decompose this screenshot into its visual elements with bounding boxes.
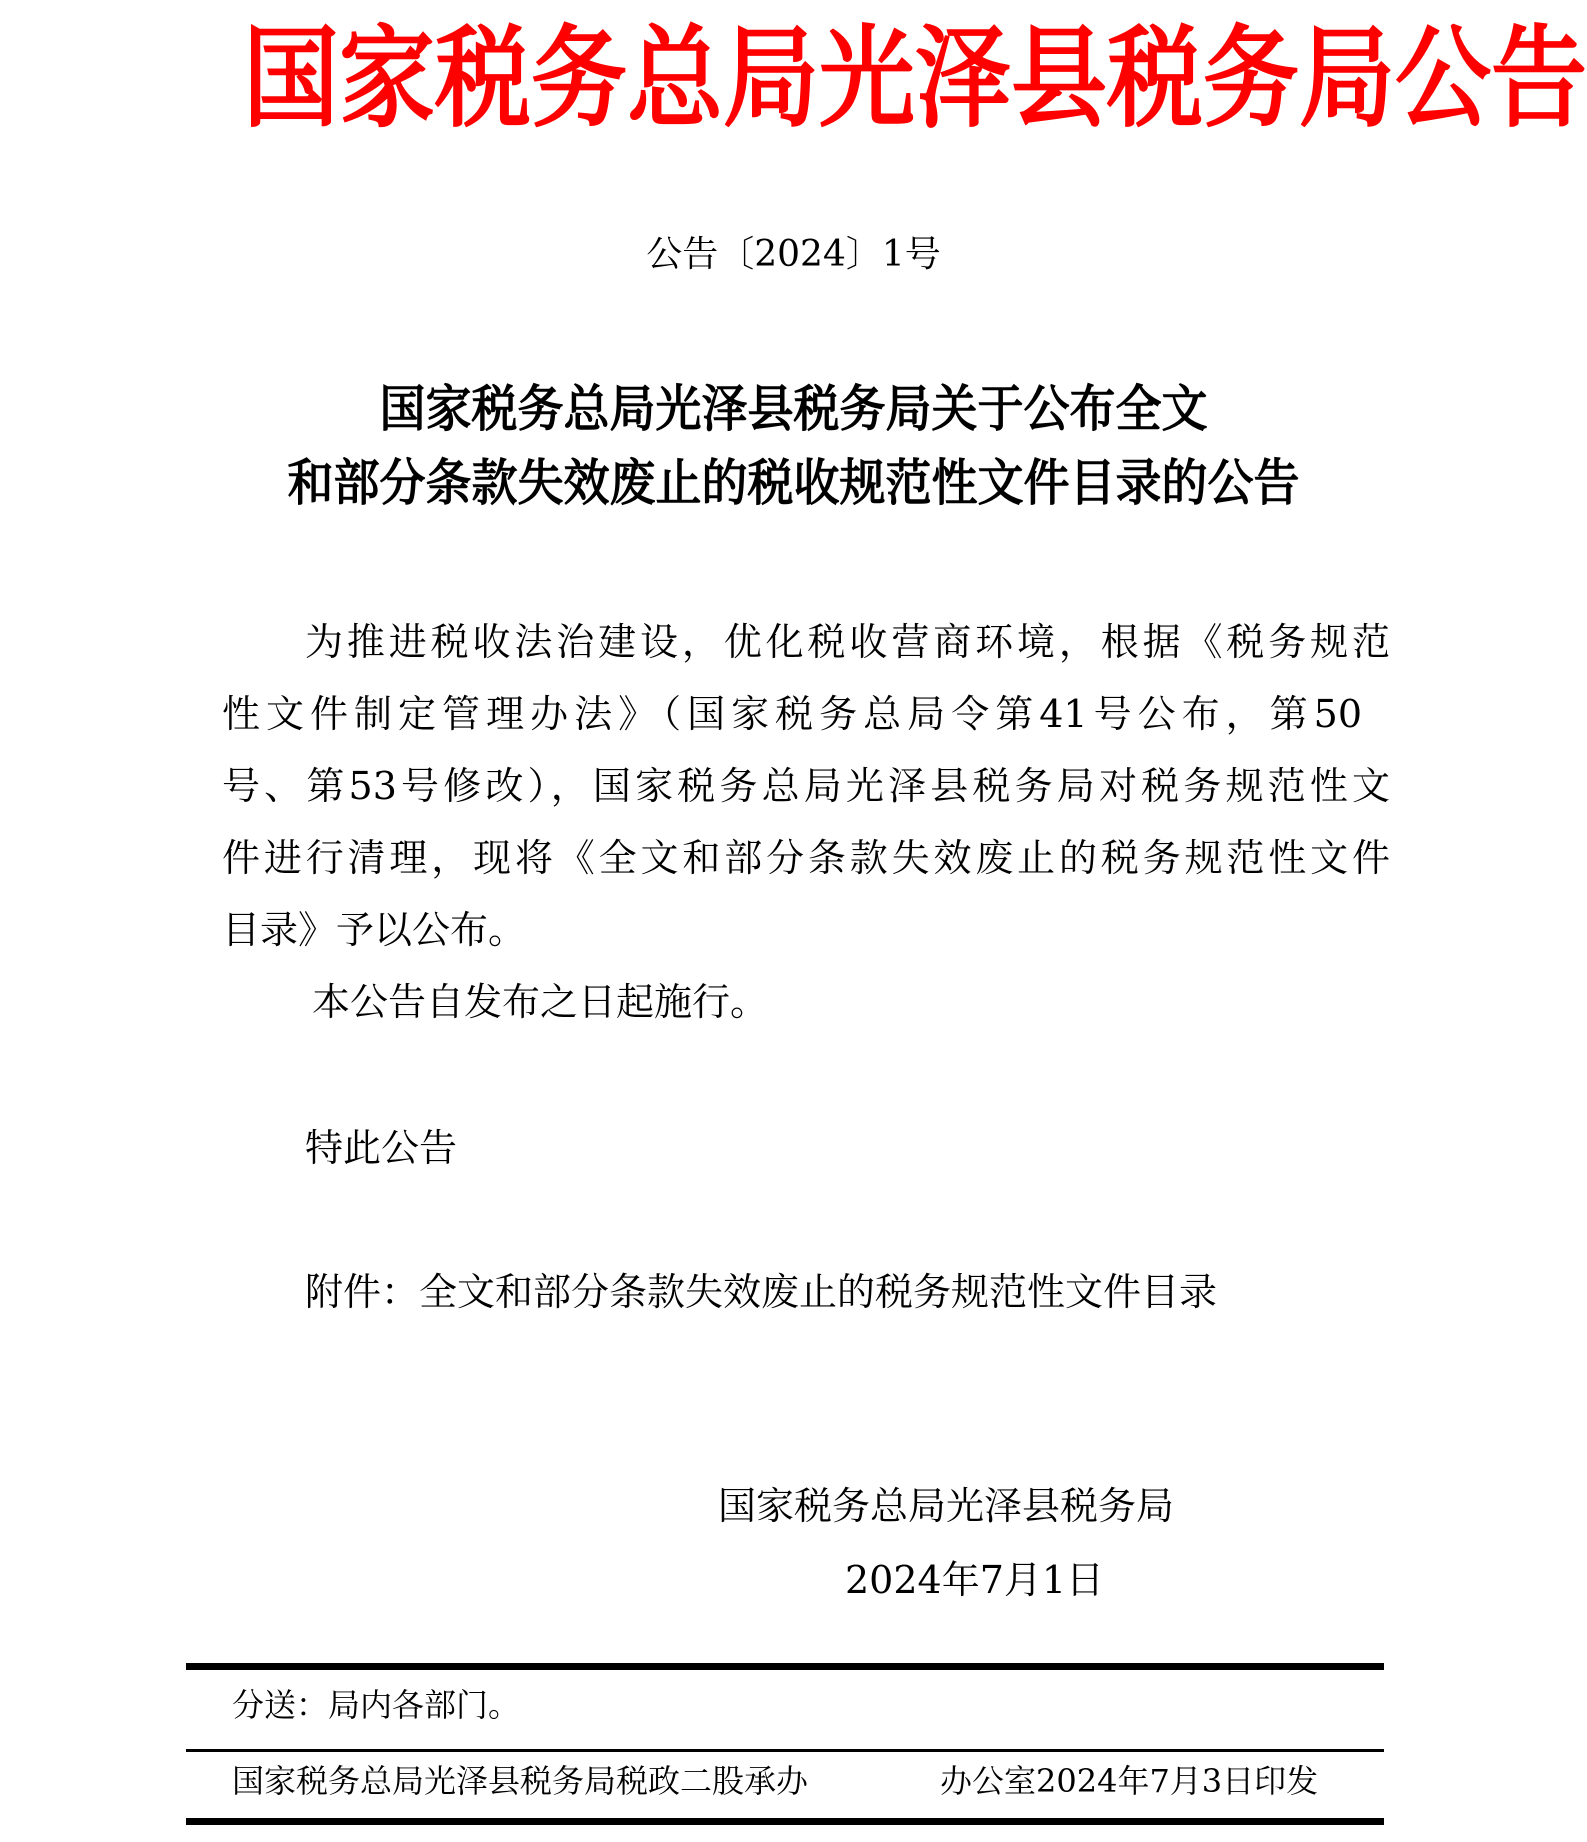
footer-bottom-rule xyxy=(186,1818,1384,1825)
body-line: 号、第53号修改），国家税务总局光泽县税务局对税务规范性文 xyxy=(222,764,1390,808)
closing-text: 特此公告 xyxy=(305,1126,458,1170)
undertaker-text: 国家税务总局光泽县税务局税政二股承办 xyxy=(232,1762,809,1800)
footer-middle-rule xyxy=(186,1749,1384,1752)
document-title-line-2: 和部分条款失效废止的税收规范性文件目录的公告 xyxy=(287,453,1300,512)
masthead-title: 国家税务总局光泽县税务局公告 xyxy=(243,12,1587,143)
body-line: 目录》予以公布。 xyxy=(222,908,527,952)
body-line: 为推进税收法治建设，优化税收营商环境，根据《税务规范 xyxy=(305,620,1390,664)
document-number: 公告〔2024〕1号 xyxy=(646,234,941,275)
body-line: 性文件制定管理办法》（国家税务总局令第41号公布，第50 xyxy=(222,692,1362,736)
distribution-line: 分送：局内各部门。 xyxy=(232,1686,521,1724)
signature-organization: 国家税务总局光泽县税务局 xyxy=(718,1484,1175,1528)
body-paragraph-2: 本公告自发布之日起施行。 xyxy=(312,980,769,1024)
signature-date: 2024年7月1日 xyxy=(845,1558,1105,1602)
document-title-line-1: 国家税务总局光泽县税务局关于公布全文 xyxy=(379,379,1208,438)
attachment-line: 附件：全文和部分条款失效废止的税务规范性文件目录 xyxy=(305,1270,1218,1314)
body-line: 件进行清理，现将《全文和部分条款失效废止的税务规范性文件 xyxy=(222,836,1390,880)
footer-top-rule xyxy=(186,1663,1384,1670)
print-date-text: 办公室2024年7月3日印发 xyxy=(940,1762,1319,1800)
